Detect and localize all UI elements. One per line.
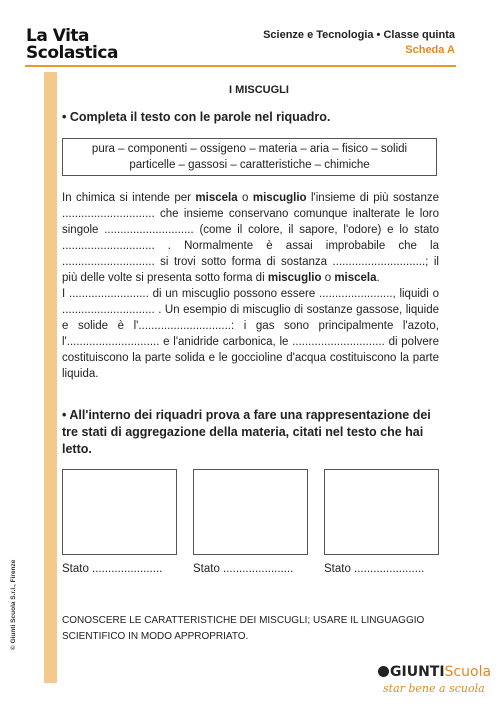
instruction-2: • All'interno dei riquadri prova a fare una rappresentazione dei tre stati di aggregazione della materia, citati nel testo che hai letto. <box>62 408 431 456</box>
drawing-box-3[interactable] <box>324 469 439 555</box>
publisher-tagline: star bene a scuola <box>383 682 485 695</box>
keyword-miscuglio: miscuglio <box>267 272 322 284</box>
text-segment: In chimica si intende per <box>62 192 196 204</box>
magazine-logo <box>26 28 118 62</box>
header-info <box>263 28 455 58</box>
text-segment: o <box>321 272 335 284</box>
keyword-miscuglio: miscuglio <box>252 192 307 204</box>
logo-line2: Scolastica <box>26 43 118 63</box>
logo-line1: La Vita <box>26 26 90 46</box>
word-box <box>62 138 437 176</box>
text-segment: I ......................... di un miscuglio possono essere ......................., liquidi o ............................. . Un esempio di miscuglio di sostanze gassose, liquide e solide è l'.............................: i gas sono principalmente l'azoto, l'............................. e l'anidride carbonica, le ............................. di polvere costituiscono la parte solida e le goccioline d'acqua costituiscono la parte liquida. <box>62 288 439 380</box>
instruction-1: • Completa il testo con le parole nel riquadro. <box>62 110 331 124</box>
text-segment: l'insieme di più sostanze ............................. che insieme conservano comunque inalterate le loro singole ............................ (come il colore, il sapore, l'odore) e lo stato ............................. . Normalmente è assai improbabile che la ............................. si trovi sotto forma di sostanza .............................; il più delle volte si presenta sotto forma di <box>62 192 439 284</box>
text-segment: o <box>237 192 253 204</box>
copyright-vertical: © Giunti Scuola S.r.l., Firenze <box>10 559 17 650</box>
stato-label-2: Stato ...................... <box>193 563 294 575</box>
header-divider <box>25 65 456 67</box>
exercise-text <box>62 190 439 382</box>
publisher-circle-icon <box>378 666 389 677</box>
word-box-line2: particelle – gassosi – caratteristiche – chimiche <box>129 159 370 171</box>
stato-label-1: Stato ...................... <box>62 563 163 575</box>
drawing-box-2[interactable] <box>193 469 308 555</box>
page-title: I MISCUGLI <box>229 84 289 96</box>
keyword-miscela: miscela <box>195 192 238 204</box>
publisher-name: GIUNTI <box>390 664 445 680</box>
publisher-name-2: Scuola <box>444 664 492 680</box>
keyword-miscela: miscela <box>334 272 377 284</box>
drawing-box-1[interactable] <box>62 469 177 555</box>
sheet-label: Scheda A <box>405 44 455 56</box>
subject-label: Scienze e Tecnologia • Classe quinta <box>263 29 455 41</box>
left-accent-bar <box>44 72 57 683</box>
learning-objective: CONOSCERE LE CARATTERISTICHE DEI MISCUGLI; USARE IL LINGUAGGIO SCIENTIFICO IN MODO APPROPRIATO. <box>62 615 425 642</box>
text-segment: . <box>376 272 380 284</box>
word-box-line1: pura – componenti – ossigeno – materia – aria – fisico – solidi <box>91 143 408 155</box>
publisher-logo <box>378 664 491 680</box>
stato-label-3: Stato ...................... <box>324 563 425 575</box>
